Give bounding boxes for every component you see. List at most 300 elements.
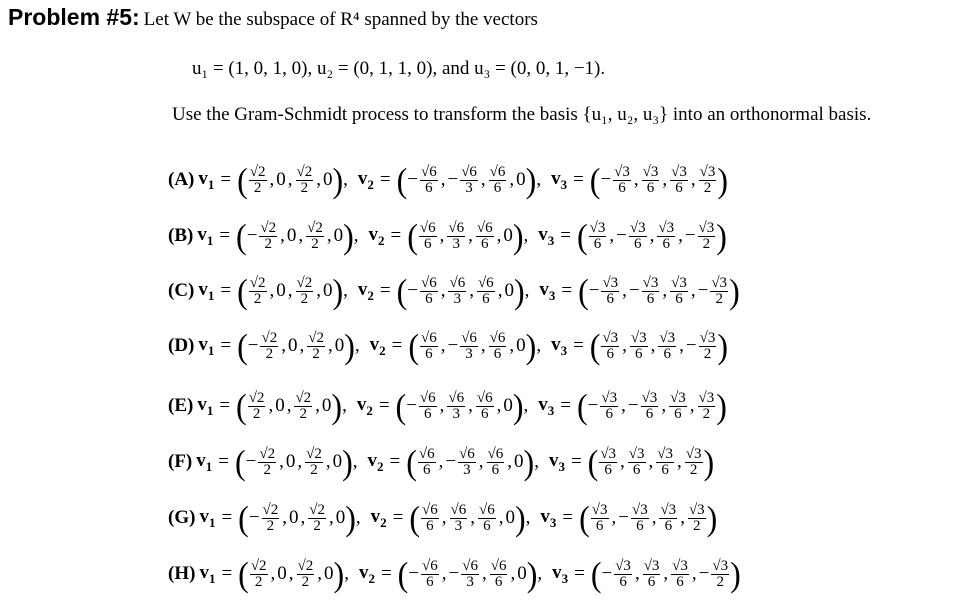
comma: ,: [680, 507, 685, 528]
numerator: √6: [459, 445, 475, 462]
equals-sign: =: [560, 395, 571, 416]
vector-tuple: [577, 216, 727, 256]
numerator: √6: [462, 557, 478, 574]
denominator: 2: [252, 405, 261, 422]
minus-sign: −: [627, 395, 639, 416]
vector-tuple: [579, 498, 718, 538]
comma: ,: [282, 507, 288, 528]
vector-component: [669, 276, 689, 307]
minus-sign: −: [698, 563, 710, 584]
numerator: √2: [296, 274, 313, 291]
vector-component: [446, 391, 466, 422]
right-paren: ): [526, 554, 538, 594]
left-paren: (: [578, 271, 589, 311]
vector-tuple: [578, 271, 740, 311]
denominator: 2: [715, 290, 723, 307]
numerator: √6: [420, 163, 437, 180]
vector-component: 0: [335, 507, 346, 528]
minus-sign: −: [247, 335, 259, 356]
fraction: [589, 221, 607, 252]
vector-name: $v_2$: [358, 561, 375, 586]
denominator: 6: [662, 235, 670, 252]
vector-separator: ,: [536, 335, 542, 356]
fraction: [458, 447, 476, 478]
right-paren: ): [345, 498, 356, 538]
option-label: (D): [168, 335, 195, 356]
vector-component: [684, 447, 704, 478]
answer-option-c[interactable]: [168, 267, 740, 315]
comma: ,: [299, 335, 305, 356]
comma: ,: [327, 335, 333, 356]
comma: ,: [439, 395, 445, 416]
numerator: √3: [671, 274, 687, 291]
denominator: 6: [426, 517, 434, 534]
vector-tuple: [236, 386, 343, 426]
comma: ,: [300, 507, 306, 528]
vector-component: 0: [285, 451, 296, 472]
fraction: [478, 503, 496, 534]
equals-sign: =: [573, 169, 584, 190]
vector-name: $v_2$: [368, 223, 385, 248]
numerator: √3: [601, 389, 618, 406]
left-paren: (: [236, 386, 247, 426]
fraction: [643, 559, 661, 590]
equals-sign: =: [219, 395, 231, 416]
fraction: [487, 447, 505, 478]
numerator: √6: [419, 219, 436, 236]
vector-name: $v_3$: [538, 223, 555, 248]
denominator: 6: [675, 179, 683, 196]
vector-component: [699, 559, 730, 590]
vector-component: [656, 221, 676, 252]
vector-separator: ,: [344, 563, 349, 584]
fraction: [688, 503, 706, 534]
denominator: 6: [647, 573, 656, 590]
vector-tuple: [409, 498, 526, 538]
option-label: (H): [168, 563, 196, 584]
vector-name: $v_2$: [357, 278, 374, 303]
vector-name: $v_1$: [198, 278, 215, 303]
fraction: [699, 165, 717, 196]
right-paren: ): [513, 271, 525, 311]
equals-sign: =: [389, 451, 401, 472]
vector-tuple: [577, 386, 727, 426]
comma: ,: [280, 225, 285, 246]
fraction: [477, 276, 495, 307]
vector-tuple: [238, 498, 356, 538]
vector-component: 0: [332, 451, 343, 472]
left-paren: (: [579, 498, 590, 538]
fraction: [420, 331, 438, 362]
option-label: (B): [168, 225, 194, 246]
comma: ,: [469, 280, 474, 301]
denominator: 3: [454, 517, 463, 534]
right-paren: ): [344, 326, 355, 366]
fraction: [420, 165, 438, 196]
left-paren: (: [409, 498, 421, 538]
vector-component: 0: [333, 225, 344, 246]
vector-component: [600, 331, 620, 362]
right-paren: ): [512, 386, 524, 426]
left-paren: (: [238, 554, 249, 594]
option-label: (G): [168, 507, 196, 528]
fraction: [447, 391, 465, 422]
vector-component: [417, 447, 437, 478]
fraction: [658, 331, 676, 362]
minus-sign: −: [407, 169, 418, 190]
denominator: 2: [312, 345, 320, 362]
denominator: 6: [636, 517, 644, 534]
vector-component: 0: [321, 395, 332, 416]
comma: ,: [661, 395, 667, 416]
left-paren: (: [234, 442, 246, 482]
vector-tuple: [587, 442, 715, 482]
fraction: [258, 447, 276, 478]
right-paren: ): [523, 442, 535, 482]
denominator: 2: [300, 290, 309, 307]
denominator: 6: [664, 517, 673, 534]
vector-component: [601, 559, 632, 590]
minus-sign: −: [246, 225, 258, 246]
comma: ,: [620, 451, 625, 472]
comma: ,: [480, 335, 486, 356]
left-paren: (: [397, 554, 409, 594]
comma: ,: [287, 169, 293, 190]
comma: ,: [268, 395, 274, 416]
vector-name: $v_3$: [539, 278, 556, 303]
denominator: 6: [424, 235, 432, 252]
vector-name: $v_2$: [357, 167, 374, 192]
vector-component: [419, 331, 439, 362]
fraction: [294, 391, 312, 422]
fraction: [630, 331, 648, 362]
comma: ,: [440, 335, 446, 356]
vector-name: $v_2$: [367, 449, 384, 474]
vector-separator: ,: [342, 395, 347, 416]
numerator: √6: [476, 219, 493, 236]
comma: ,: [633, 169, 639, 190]
numerator: √6: [448, 219, 465, 236]
comma: ,: [498, 507, 504, 528]
vector-name: $v_2$: [369, 333, 386, 358]
answer-option-h[interactable]: [168, 550, 741, 598]
vector-tuple: [590, 554, 741, 594]
vector-component: [488, 331, 508, 362]
comma: ,: [316, 280, 321, 301]
numerator: √3: [699, 329, 716, 346]
fraction: [642, 165, 660, 196]
vector-component: [445, 447, 476, 478]
vector-tuple: [395, 386, 524, 426]
numerator: √2: [297, 557, 314, 574]
problem-header: [8, 4, 538, 31]
denominator: 6: [646, 179, 655, 196]
vector-component: [247, 391, 267, 422]
denominator: 6: [425, 345, 433, 362]
numerator: √3: [631, 501, 648, 518]
numerator: √3: [630, 329, 647, 346]
comma: ,: [440, 280, 446, 301]
fraction: [420, 276, 438, 307]
fraction: [421, 559, 439, 590]
equals-sign: =: [573, 335, 584, 356]
minus-sign: −: [248, 507, 260, 528]
denominator: 6: [422, 461, 431, 478]
comma: ,: [315, 395, 320, 416]
vector-tuple: [407, 216, 524, 256]
denominator: 6: [481, 235, 489, 252]
numerator: √6: [448, 389, 465, 406]
fraction: [450, 503, 468, 534]
vector-component: [590, 503, 610, 534]
fraction: [476, 391, 494, 422]
fraction: [489, 165, 507, 196]
numerator: √3: [658, 219, 675, 236]
comma: ,: [316, 169, 321, 190]
vector-separator: ,: [536, 169, 542, 190]
vector-component: [685, 221, 716, 252]
comma: ,: [690, 169, 696, 190]
denominator: 6: [493, 345, 502, 362]
minus-sign: −: [618, 507, 629, 528]
vector-component: 0: [505, 507, 515, 528]
fraction: [296, 165, 314, 196]
comma: ,: [497, 280, 503, 301]
option-label: (E): [168, 395, 194, 416]
vector-tuple: [589, 160, 728, 200]
vector-separator: ,: [523, 225, 529, 246]
left-paren: (: [237, 271, 248, 311]
vector-component: [628, 391, 659, 422]
answer-option-a[interactable]: [168, 156, 728, 204]
answer-option-e[interactable]: [168, 382, 727, 430]
vector-component: [697, 391, 717, 422]
right-paren: ): [716, 216, 727, 256]
fraction: [447, 221, 465, 252]
comma: ,: [468, 395, 473, 416]
numerator: √6: [419, 389, 436, 406]
vector-component: 0: [276, 169, 286, 190]
vector-component: 0: [276, 280, 286, 301]
equals-sign: =: [380, 563, 392, 584]
vector-component: [248, 331, 279, 362]
vector-separator: ,: [353, 225, 359, 246]
denominator: 2: [264, 235, 273, 252]
vector-component: [669, 165, 689, 196]
vector-separator: ,: [343, 169, 348, 190]
minus-sign: −: [600, 169, 612, 190]
numerator: √3: [641, 389, 658, 406]
numerator: √2: [259, 445, 276, 462]
right-paren: ): [343, 216, 354, 256]
equals-sign: =: [390, 225, 402, 246]
fraction: [629, 221, 647, 252]
minus-sign: −: [245, 451, 257, 472]
answer-option-g[interactable]: [168, 494, 717, 542]
fraction: [657, 221, 675, 252]
comma: ,: [279, 451, 284, 472]
fraction: [671, 559, 689, 590]
vector-component: [657, 331, 677, 362]
vector-component: 0: [504, 280, 514, 301]
vector-component: [698, 165, 718, 196]
denominator: 2: [265, 345, 274, 362]
denominator: 6: [605, 405, 613, 422]
comma: ,: [648, 451, 654, 472]
denominator: 3: [466, 573, 474, 590]
vector-component: [477, 503, 497, 534]
equals-sign: =: [574, 563, 585, 584]
comma: ,: [634, 563, 640, 584]
fraction: [305, 447, 323, 478]
comma: ,: [689, 395, 695, 416]
vector-separator: ,: [525, 507, 531, 528]
fraction: [600, 391, 618, 422]
vector-component: [629, 276, 660, 307]
left-paren: (: [237, 326, 248, 366]
vector-component: [658, 503, 678, 534]
denominator: 6: [619, 573, 627, 590]
fraction: [601, 331, 619, 362]
fraction: [628, 447, 646, 478]
vector-component: 0: [503, 395, 513, 416]
right-paren: ): [706, 498, 718, 538]
numerator: √3: [712, 557, 729, 574]
vector-name: $v_3$: [551, 333, 568, 358]
vector-component: [687, 503, 707, 534]
vector-component: [406, 391, 437, 422]
numerator: √6: [490, 557, 507, 574]
comma: ,: [439, 225, 445, 246]
right-paren: ): [514, 498, 526, 538]
numerator: √3: [628, 445, 645, 462]
minus-sign: −: [684, 225, 696, 246]
left-paren: (: [590, 554, 602, 594]
comma: ,: [507, 451, 513, 472]
vector-tuple: [234, 442, 353, 482]
numerator: √2: [309, 501, 325, 518]
numerator: √3: [642, 163, 659, 180]
denominator: 6: [663, 345, 672, 362]
denominator: 6: [646, 290, 655, 307]
answer-option-f[interactable]: [168, 438, 714, 486]
comma: ,: [288, 563, 294, 584]
comma: ,: [317, 563, 323, 584]
fraction: [710, 276, 728, 307]
vector-component: [447, 276, 467, 307]
answer-option-d[interactable]: [168, 322, 728, 370]
vector-component: [449, 503, 469, 534]
numerator: √3: [672, 557, 688, 574]
vector-tuple: [236, 216, 354, 256]
vector-component: [618, 503, 649, 534]
vector-component: 0: [289, 507, 299, 528]
fraction: [489, 331, 507, 362]
instruction-text: Use the Gram-Schmidt process to transform the basis {u₁, u₂, u₃} into an orthonormal basis.: [172, 104, 872, 125]
vector-component: 0: [516, 335, 526, 356]
left-paren: (: [396, 271, 408, 311]
numerator: √2: [261, 329, 278, 346]
numerator: √3: [589, 219, 606, 236]
right-paren: ): [331, 386, 343, 426]
equals-sign: =: [391, 335, 403, 356]
vector-component: [686, 331, 717, 362]
denominator: 2: [299, 405, 308, 422]
fraction: [591, 503, 609, 534]
left-paren: (: [577, 386, 588, 426]
vector-separator: ,: [523, 395, 529, 416]
denominator: 2: [254, 573, 263, 590]
fraction: [307, 331, 325, 362]
equals-sign: =: [221, 563, 233, 584]
numerator: √6: [418, 445, 435, 462]
vector-component: 0: [322, 280, 333, 301]
comma: ,: [622, 280, 627, 301]
vector-component: [655, 447, 675, 478]
numerator: √3: [643, 557, 660, 574]
vector-name: $v_3$: [551, 167, 568, 192]
fraction: [296, 276, 314, 307]
denominator: 6: [481, 405, 489, 422]
equals-sign: =: [570, 451, 582, 472]
vector-name: $v_3$: [552, 561, 569, 586]
numerator: √6: [420, 329, 437, 346]
denominator: 6: [493, 179, 502, 196]
answer-option-b[interactable]: [168, 212, 727, 260]
vector-component: [627, 447, 647, 478]
numerator: √2: [260, 219, 277, 236]
vector-component: [407, 276, 438, 307]
minus-sign: −: [447, 169, 459, 190]
fraction: [250, 559, 268, 590]
comma: ,: [329, 507, 334, 528]
denominator: 6: [675, 290, 683, 307]
fraction: [248, 391, 266, 422]
denominator: 6: [661, 461, 669, 478]
vector-component: [600, 165, 631, 196]
vector-component: [447, 165, 478, 196]
numerator: √2: [307, 219, 323, 236]
numerator: √6: [489, 163, 506, 180]
spanning-vectors: u₁ = (1, 0, 1, 0), u₂ = (0, 1, 1, 0), and u₃ = (0, 0, 1, −1).: [192, 58, 606, 79]
minus-sign: −: [408, 563, 420, 584]
denominator: 2: [253, 179, 262, 196]
comma: ,: [438, 451, 444, 472]
comma: ,: [651, 507, 657, 528]
equals-sign: =: [379, 280, 391, 301]
comma: ,: [287, 280, 293, 301]
equals-sign: =: [392, 507, 404, 528]
denominator: 6: [595, 517, 604, 534]
right-paren: ): [342, 442, 353, 482]
equals-sign: =: [221, 507, 233, 528]
problem-label: Problem #5:: [8, 4, 140, 30]
left-paren: (: [408, 326, 419, 366]
numerator: √3: [671, 163, 687, 180]
comma: ,: [649, 225, 655, 246]
fraction: [421, 503, 439, 534]
fraction: [670, 276, 688, 307]
numerator: √6: [489, 329, 506, 346]
comma: ,: [441, 563, 447, 584]
equals-sign: =: [378, 395, 390, 416]
comma: ,: [690, 280, 696, 301]
denominator: 2: [702, 235, 711, 252]
left-paren: (: [407, 216, 418, 256]
right-paren: ): [333, 554, 345, 594]
comma: ,: [662, 169, 668, 190]
numerator: √2: [250, 557, 267, 574]
